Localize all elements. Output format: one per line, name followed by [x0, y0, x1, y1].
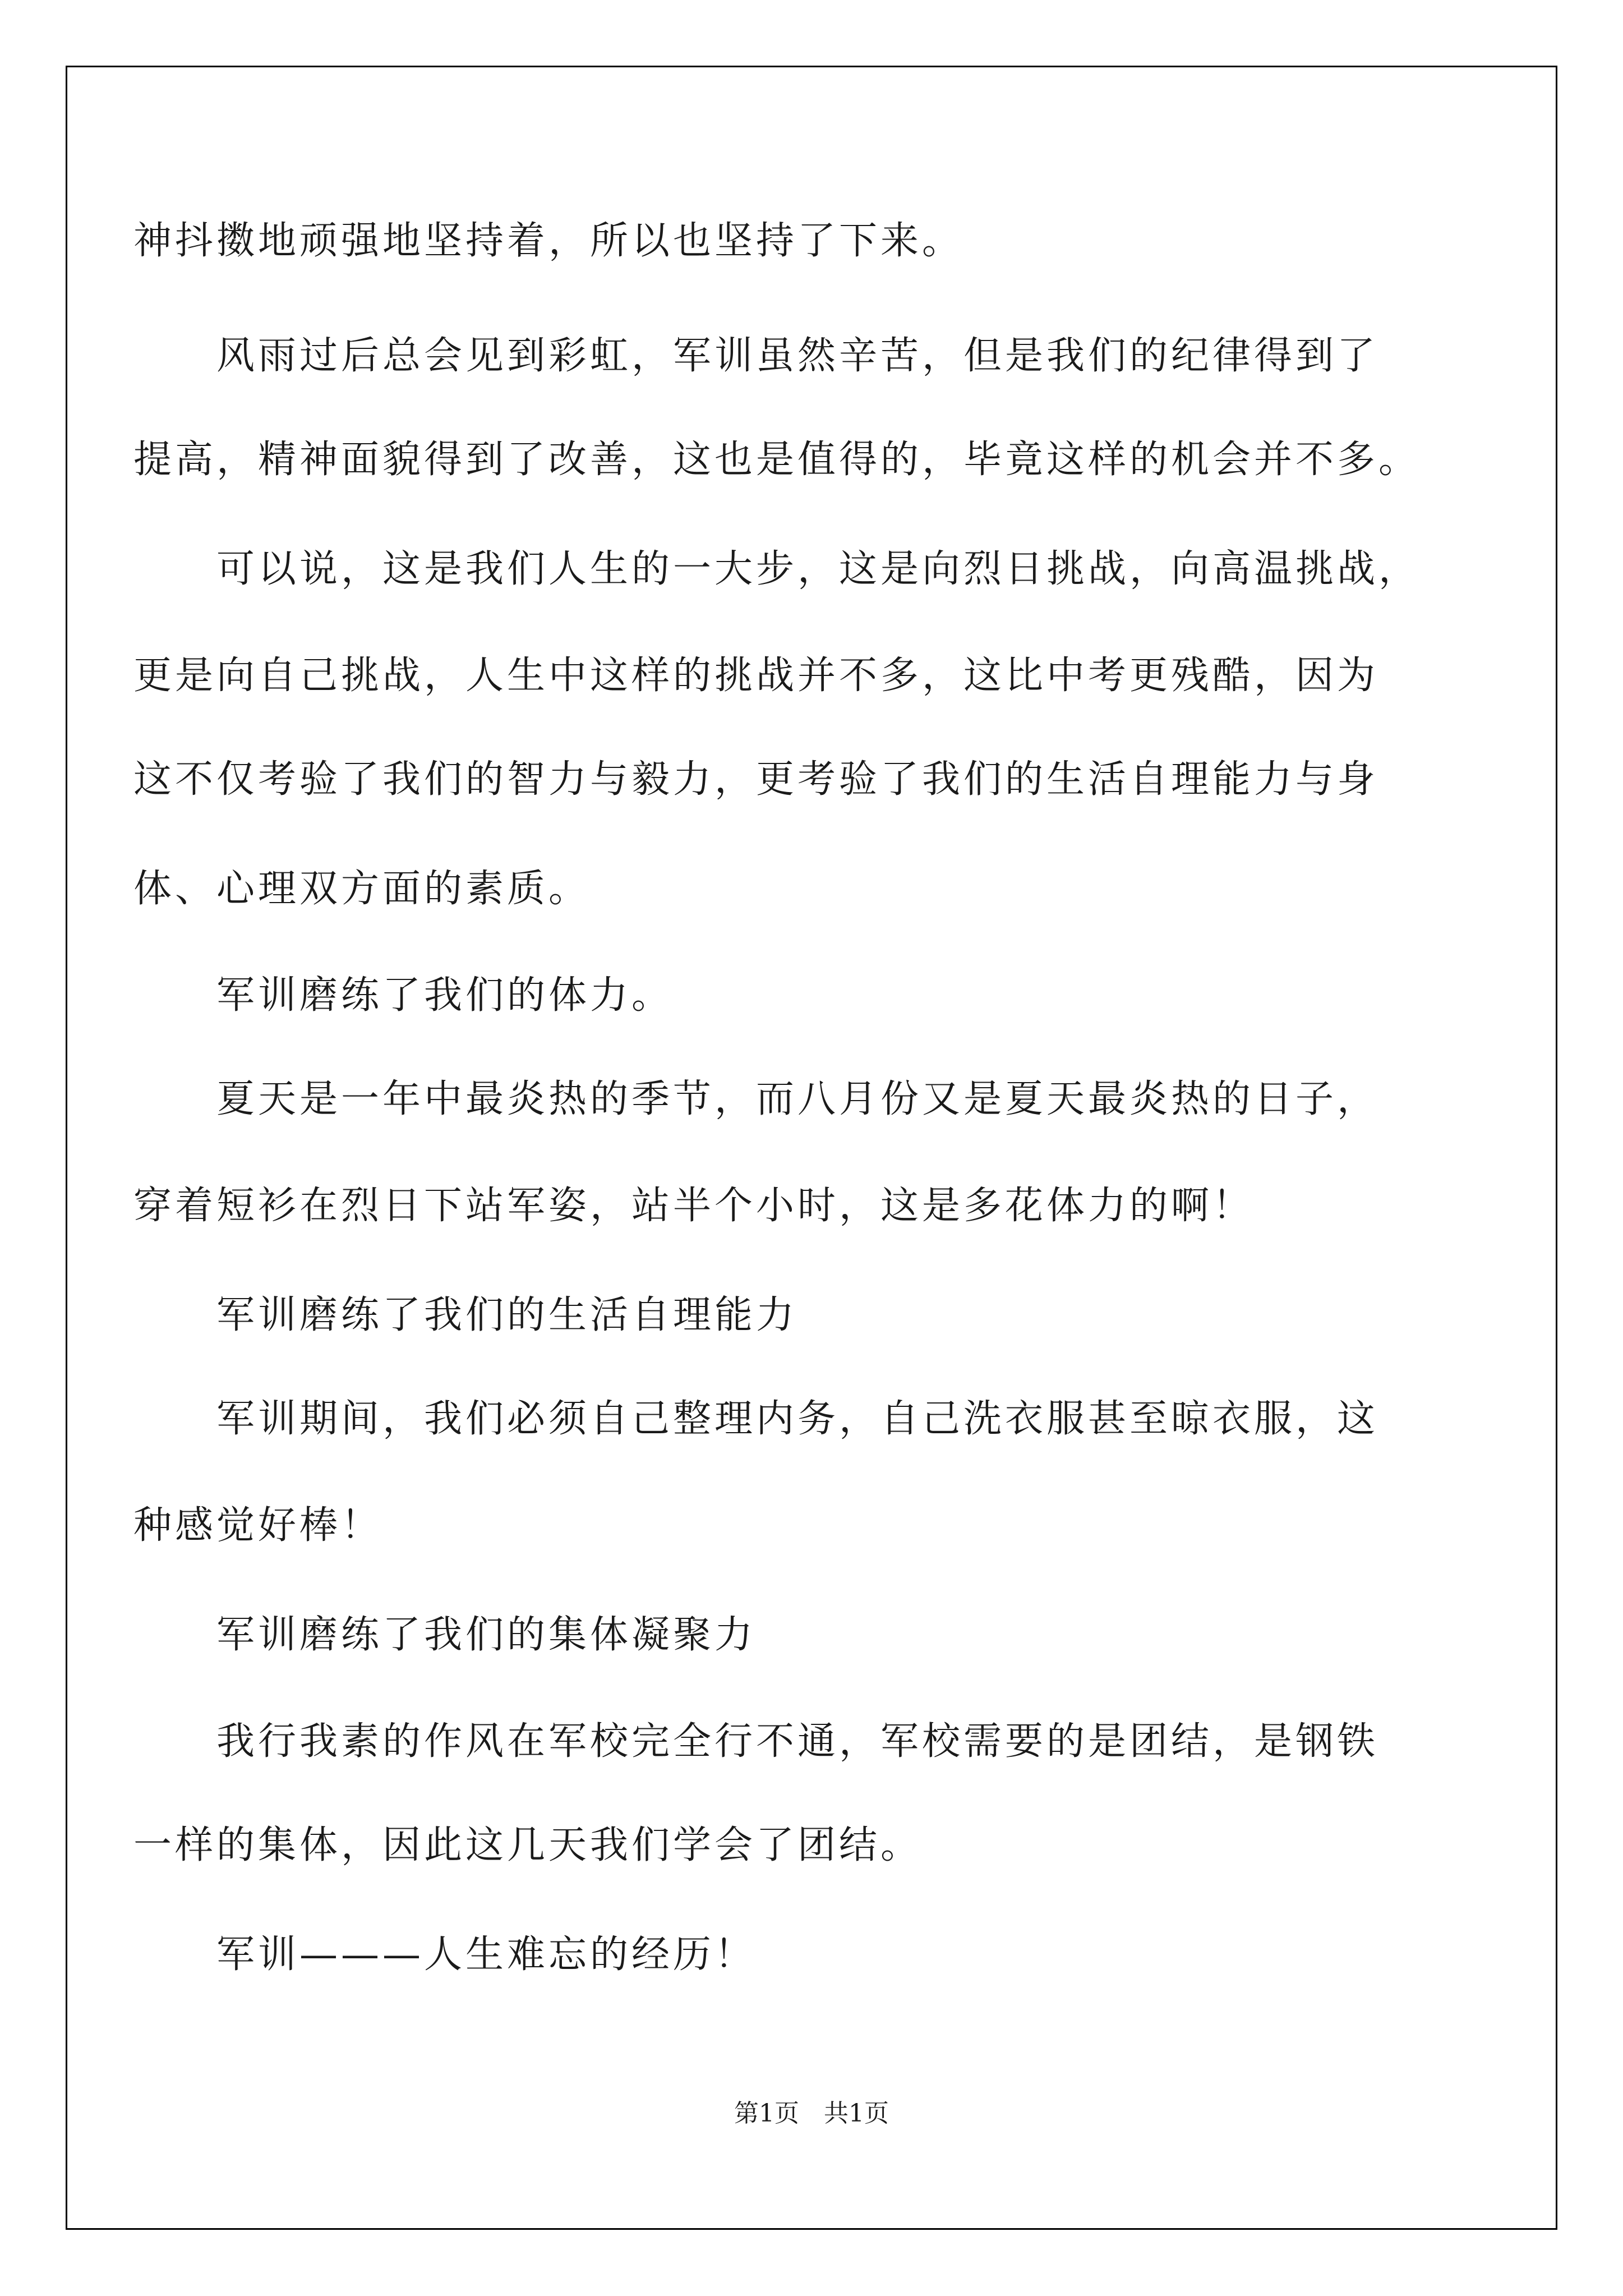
- text-line: 提高，精神面貌得到了改善，这也是值得的，毕竟这样的机会并不多。: [133, 438, 1421, 482]
- text-line: 可以说，这是我们人生的一大步，这是向烈日挑战，向高温挑战，: [133, 547, 1421, 591]
- text-line: 风雨过后总会见到彩虹，军训虽然辛苦，但是我们的纪律得到了: [133, 334, 1379, 378]
- text-line: 这不仅考验了我们的智力与毅力，更考验了我们的生活自理能力与身: [133, 757, 1379, 802]
- text-line: 一样的集体，因此这几天我们学会了团结。: [133, 1823, 923, 1867]
- text-line: 军训磨练了我们的体力。: [133, 973, 674, 1018]
- page-border: [66, 66, 1557, 2230]
- text-line: 我行我素的作风在军校完全行不通，军校需要的是团结，是钢铁: [133, 1719, 1379, 1764]
- text-line: 军训磨练了我们的生活自理能力: [133, 1293, 798, 1337]
- text-line: 军训期间，我们必须自己整理内务，自己洗衣服甚至晾衣服，这: [133, 1397, 1379, 1441]
- page-footer: 第1页 共1页: [734, 2099, 889, 2128]
- text-line: 更是向自己挑战，人生中这样的挑战并不多，这比中考更残酷，因为: [133, 654, 1379, 698]
- text-line: 神抖擞地顽强地坚持着，所以也坚持了下来。: [133, 219, 964, 263]
- text-line: 军训———人生难忘的经历！: [133, 1932, 757, 1977]
- text-line: 夏天是一年中最炎热的季节，而八月份又是夏天最炎热的日子，: [133, 1077, 1379, 1121]
- text-line: 种感觉好棒！: [133, 1503, 383, 1548]
- text-line: 体、心理双方面的素质。: [133, 867, 591, 911]
- text-line: 穿着短衫在烈日下站军姿，站半个小时，这是多花体力的啊！: [133, 1184, 1255, 1228]
- text-line: 军训磨练了我们的集体凝聚力: [133, 1613, 757, 1657]
